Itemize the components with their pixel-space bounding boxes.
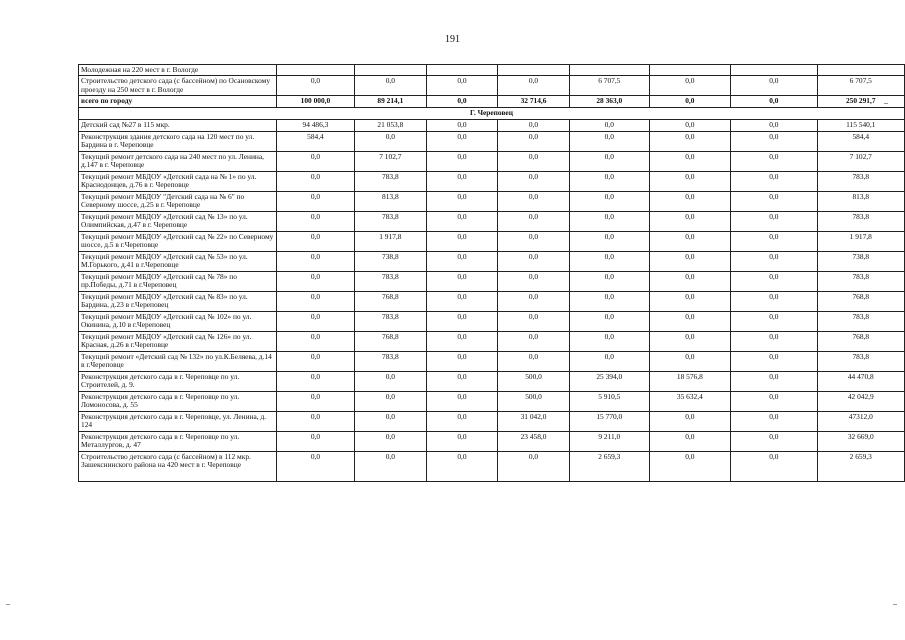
scan-mark [6,604,10,605]
total-row [79,96,905,108]
value-cell: 0,0 [731,96,817,108]
table-row [79,231,905,251]
value-cell: 0,0 [354,371,426,391]
value-cell: 0,0 [649,431,731,451]
section-row [79,108,905,119]
funding-table [78,64,905,482]
value-cell: 0,0 [570,311,650,331]
value-cell: 0,0 [498,451,570,481]
value-cell: 0,0 [570,291,650,311]
value-cell: 1 917,8 [817,231,904,251]
table-row [79,351,905,371]
value-cell: 783,8 [354,211,426,231]
value-cell: 0,0 [426,331,497,351]
value-cell: 500,0 [498,371,570,391]
row-name: Реконструкция детского сада в г. Череповце, ул. Ленина, д. 124 [79,411,277,431]
table-row [79,391,905,411]
value-cell: 0,0 [498,351,570,371]
row-name: Детский сад №27 в 115 мкр. [79,119,277,131]
value-cell: 0,0 [354,451,426,481]
value-cell [277,65,355,76]
row-name: Текущий ремонт МБДОУ «Детский сада на № 1» по ул. Краснодонцев, д.76 в г. Череповце [79,171,277,191]
value-cell: 2 659,3 [817,451,904,481]
value-cell: 0,0 [731,191,817,211]
value-cell: 0,0 [731,351,817,371]
value-cell: 0,0 [498,251,570,271]
value-cell: 0,0 [426,271,497,291]
value-cell: 0,0 [731,291,817,311]
value-cell: 0,0 [570,251,650,271]
value-cell: 0,0 [498,119,570,131]
value-cell: 0,0 [277,151,355,171]
value-cell: 18 576,8 [649,371,731,391]
value-cell: 23 458,0 [498,431,570,451]
value-cell: 0,0 [277,451,355,481]
value-cell: 0,0 [731,451,817,481]
value-cell: 0,0 [426,211,497,231]
value-cell: 0,0 [277,171,355,191]
value-cell: 0,0 [426,311,497,331]
value-cell: 0,0 [426,291,497,311]
table-row [79,331,905,351]
value-cell: 0,0 [731,311,817,331]
value-cell: 0,0 [277,271,355,291]
value-cell: 0,0 [649,331,731,351]
value-cell: 0,0 [498,331,570,351]
value-cell: 0,0 [426,151,497,171]
value-cell: 21 053,8 [354,119,426,131]
value-cell: 31 042,0 [498,411,570,431]
value-cell: 7 102,7 [817,151,904,171]
value-cell: 0,0 [277,431,355,451]
value-cell: 0,0 [277,411,355,431]
value-cell [354,65,426,76]
value-cell: 0,0 [277,331,355,351]
value-cell: 0,0 [731,411,817,431]
table-row [79,151,905,171]
value-cell [731,65,817,76]
value-cell: 32 669,0 [817,431,904,451]
value-cell: 0,0 [731,131,817,151]
value-cell: 0,0 [498,171,570,191]
value-cell: 0,0 [498,76,570,96]
row-name: Текущий ремонт МБДОУ «Детский сад № 83» по ул. Бардина, д.23 в г.Череповец [79,291,277,311]
row-name: Реконструкция здания детского сада на 120 мест по ул. Бардина в г. Череповце [79,131,277,151]
value-cell: 0,0 [570,119,650,131]
table-row [79,191,905,211]
value-cell: 0,0 [731,271,817,291]
value-cell: 0,0 [649,411,731,431]
value-cell: 32 714,6 [498,96,570,108]
value-cell: 584,4 [277,131,355,151]
value-cell: 768,8 [354,331,426,351]
value-cell: 2 659,3 [570,451,650,481]
value-cell: 0,0 [498,131,570,151]
row-name: Реконструкция детского сада в г. Череповце по ул. Строителей, д. 9. [79,371,277,391]
table-row [79,371,905,391]
value-cell: 0,0 [426,191,497,211]
row-name: Текущий ремонт МБДОУ "Детский сада на № 6" по Северному шоссе, д.25 в г. Череповце [79,191,277,211]
value-cell: 0,0 [570,331,650,351]
value-cell: 0,0 [277,291,355,311]
value-cell: 738,8 [817,251,904,271]
value-cell: 5 910,5 [570,391,650,411]
value-cell: 783,8 [354,351,426,371]
row-name: всего по городу [79,96,277,108]
value-cell: 0,0 [570,271,650,291]
value-cell: 0,0 [277,251,355,271]
value-cell: 0,0 [649,271,731,291]
value-cell: 0,0 [277,76,355,96]
scan-mark [884,103,888,104]
value-cell: 47312,0 [817,411,904,431]
value-cell: 0,0 [731,211,817,231]
row-name: Строительство детского сада (с бассейном) в 112 мкр. Зашекснинского района на 420 мест в г. Череповце [79,451,277,481]
value-cell: 94 486,3 [277,119,355,131]
row-name: Текущий ремонт детского сада на 240 мест по ул. Ленина, д.147 в г. Череповце [79,151,277,171]
value-cell: 0,0 [570,171,650,191]
value-cell: 0,0 [426,431,497,451]
value-cell: 0,0 [498,191,570,211]
value-cell: 0,0 [570,131,650,151]
table-row [79,131,905,151]
row-name: Текущий ремонт МБДОУ «Детский сад № 22» по Северному шоссе, д.5 в г.Череповце [79,231,277,251]
row-name: Текущий ремонт МБДОУ «Детский сад № 13» по ул. Олимпийская, д.47 в г. Череповце [79,211,277,231]
value-cell: 783,8 [354,171,426,191]
row-name: Текущий ремонт «Детский сад № 132» по ул.К.Беляева, д.14 в г.Череповце [79,351,277,371]
value-cell: 0,0 [731,371,817,391]
value-cell: 0,0 [354,411,426,431]
value-cell: 783,8 [354,311,426,331]
table-row [79,76,905,96]
value-cell: 0,0 [426,391,497,411]
value-cell: 0,0 [649,131,731,151]
row-name: Текущий ремонт МБДОУ «Детский сад № 53» по ул. М.Горького, д.41 в г.Череповце [79,251,277,271]
value-cell: 0,0 [731,231,817,251]
value-cell: 783,8 [817,171,904,191]
value-cell: 0,0 [570,211,650,231]
value-cell: 0,0 [426,251,497,271]
value-cell: 0,0 [426,371,497,391]
value-cell: 584,4 [817,131,904,151]
table-row [79,211,905,231]
value-cell [498,65,570,76]
row-name: Текущий ремонт МБДОУ «Детский сад № 126» по ул. Красная, д.26 в г.Череповце [79,331,277,351]
value-cell: 0,0 [277,391,355,411]
value-cell: 42 042,9 [817,391,904,411]
value-cell: 0,0 [649,231,731,251]
value-cell: 0,0 [731,119,817,131]
value-cell: 768,8 [817,291,904,311]
table-row [79,451,905,481]
value-cell: 0,0 [570,231,650,251]
value-cell: 783,8 [817,351,904,371]
value-cell: 89 214,1 [354,96,426,108]
page-number: 191 [445,34,460,45]
value-cell: 768,8 [354,291,426,311]
table-row [79,171,905,191]
value-cell: 0,0 [426,451,497,481]
value-cell: 0,0 [649,251,731,271]
value-cell: 0,0 [426,131,497,151]
value-cell: 500,0 [498,391,570,411]
value-cell: 0,0 [649,76,731,96]
value-cell: 0,0 [277,211,355,231]
section-title: Г. Череповец [79,108,905,119]
value-cell: 115 540,1 [817,119,904,131]
value-cell: 0,0 [731,391,817,411]
value-cell: 0,0 [498,271,570,291]
value-cell: 0,0 [498,151,570,171]
value-cell: 0,0 [649,119,731,131]
value-cell: 0,0 [498,211,570,231]
row-name: Реконструкция детского сада в г. Череповце по ул. Металлургов, д. 47 [79,431,277,451]
value-cell: 813,8 [354,191,426,211]
value-cell: 0,0 [277,351,355,371]
value-cell: 0,0 [354,431,426,451]
value-cell: 0,0 [426,119,497,131]
value-cell: 0,0 [731,251,817,271]
value-cell: 0,0 [731,151,817,171]
value-cell: 783,8 [354,271,426,291]
value-cell: 7 102,7 [354,151,426,171]
value-cell: 0,0 [498,291,570,311]
value-cell: 0,0 [570,151,650,171]
table-row [79,291,905,311]
value-cell: 0,0 [426,96,497,108]
row-name: Молодежная на 220 мест в г. Вологде [79,65,277,76]
value-cell: 15 770,0 [570,411,650,431]
value-cell: 0,0 [731,431,817,451]
table-row [79,311,905,331]
row-name: Текущий ремонт МБДОУ «Детский сад № 78» по пр.Победы, д.71 в г.Череповец [79,271,277,291]
scan-mark [893,604,897,605]
value-cell: 0,0 [277,231,355,251]
value-cell: 738,8 [354,251,426,271]
value-cell: 0,0 [649,211,731,231]
value-cell [817,65,904,76]
value-cell: 1 917,8 [354,231,426,251]
value-cell: 35 632,4 [649,391,731,411]
value-cell [426,65,497,76]
value-cell: 0,0 [649,96,731,108]
value-cell: 28 363,0 [570,96,650,108]
value-cell [570,65,650,76]
value-cell: 0,0 [649,171,731,191]
value-cell: 0,0 [731,171,817,191]
value-cell: 0,0 [731,76,817,96]
value-cell: 0,0 [649,311,731,331]
value-cell: 0,0 [426,231,497,251]
value-cell: 0,0 [731,331,817,351]
value-cell: 0,0 [277,191,355,211]
value-cell: 0,0 [354,391,426,411]
value-cell: 25 394,0 [570,371,650,391]
value-cell: 768,8 [817,331,904,351]
table-row [79,65,905,76]
value-cell: 0,0 [354,131,426,151]
value-cell: 6 707,5 [817,76,904,96]
value-cell: 0,0 [426,351,497,371]
value-cell: 0,0 [498,311,570,331]
value-cell: 0,0 [354,76,426,96]
value-cell: 0,0 [426,76,497,96]
table-row [79,411,905,431]
row-name: Строительство детского сада (с бассейном) по Осановскому проезду на 250 мест в г. Вологде [79,76,277,96]
value-cell: 0,0 [277,311,355,331]
value-cell: 0,0 [649,451,731,481]
table-row [79,251,905,271]
value-cell: 0,0 [649,291,731,311]
table-row [79,431,905,451]
value-cell [649,65,731,76]
value-cell: 0,0 [649,151,731,171]
value-cell: 783,8 [817,311,904,331]
value-cell: 0,0 [649,351,731,371]
value-cell: 0,0 [570,191,650,211]
table-row [79,119,905,131]
value-cell: 6 707,5 [570,76,650,96]
value-cell: 9 211,0 [570,431,650,451]
value-cell: 0,0 [426,171,497,191]
value-cell: 0,0 [649,191,731,211]
value-cell: 0,0 [498,231,570,251]
value-cell: 813,8 [817,191,904,211]
value-cell: 0,0 [277,371,355,391]
value-cell: 783,8 [817,211,904,231]
value-cell: 100 000,0 [277,96,355,108]
row-name: Текущий ремонт МБДОУ «Детский сад № 102» по ул. Окинина, д.10 в г.Череповец [79,311,277,331]
value-cell: 0,0 [426,411,497,431]
value-cell: 250 291,7 [817,96,904,108]
row-name: Реконструкция детского сада в г. Череповце по ул. Ломоносова, д. 55 [79,391,277,411]
table-row [79,271,905,291]
value-cell: 783,8 [817,271,904,291]
value-cell: 0,0 [570,351,650,371]
value-cell: 44 470,8 [817,371,904,391]
